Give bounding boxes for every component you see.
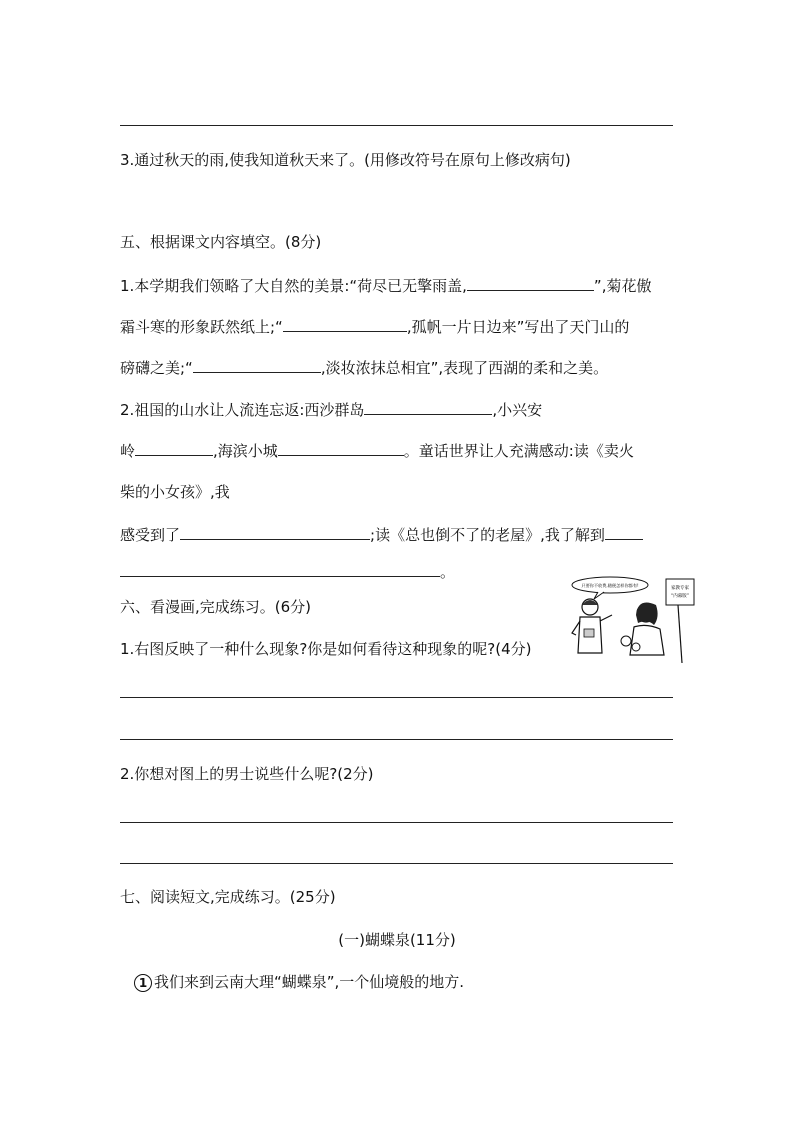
section6-heading: 六、看漫画,完成练习。(6分) <box>120 598 312 616</box>
text-span: ”,菊花傲 <box>593 277 652 295</box>
text-span: 。童话世界让人充满感动:读《卖火 <box>403 442 634 460</box>
fill-blank[interactable] <box>467 275 594 291</box>
text-span: 感受到了 <box>120 526 181 544</box>
answer-line[interactable] <box>120 697 673 698</box>
text-span: ;读《总也倒不了的老屋》,我了解到 <box>370 526 605 544</box>
fill-blank[interactable] <box>193 357 321 373</box>
paragraph-number: 1 <box>134 974 152 992</box>
text-span: ,淡妆浓抹总相宜”,表现了西湖的柔和之美。 <box>320 359 609 377</box>
text-span: 我们来到云南大理“蝴蝶泉”,一个仙境般的地方. <box>154 973 465 991</box>
q5-item2-line2 <box>120 440 634 461</box>
answer-line[interactable] <box>120 863 673 864</box>
section5-heading: 五、根据课文内容填空。(8分) <box>120 233 322 251</box>
q6-item2: 2.你想对图上的男士说些什么呢?(2分) <box>120 765 374 783</box>
fill-blank[interactable] <box>120 561 440 577</box>
q4-item3: 3.通过秋天的雨,使我知道秋天来了。(用修改符号在原句上修改病句) <box>120 151 571 169</box>
fill-blank[interactable] <box>283 316 407 332</box>
q5-item2-line4 <box>120 524 643 545</box>
text-span: 1.本学期我们领略了大自然的美景:“荷尽已无擎雨盖, <box>120 277 467 295</box>
bubble-text: 只要你不收费,随便怎样你都有! <box>581 583 639 588</box>
q5-item2-line1 <box>120 399 542 420</box>
text-span: 2.祖国的山水让人流连忘返:西沙群岛 <box>120 401 365 419</box>
text-span: ,孤帆一片日边来”写出了天门山的 <box>406 318 630 336</box>
text-span: ,海滨小城 <box>213 442 278 460</box>
fill-blank[interactable] <box>180 524 370 540</box>
q5-item1-line1 <box>120 275 651 296</box>
cartoon-image <box>568 575 696 665</box>
passage-para1 <box>134 972 464 992</box>
q6-item1: 1.右图反映了一种什么现象?你是如何看待这种现象的呢?(4分) <box>120 640 532 658</box>
q5-item2-line5 <box>120 561 455 582</box>
passage-title: (一)蝴蝶泉(11分) <box>338 931 456 949</box>
text-span: 岭 <box>120 442 136 460</box>
text-span: 霜斗寒的形象跃然纸上;“ <box>120 318 283 336</box>
q5-item1-line3 <box>120 357 608 378</box>
q5-item2-line3: 柴的小女孩》,我 <box>120 483 230 501</box>
section7-heading: 七、阅读短文,完成练习。(25分) <box>120 888 336 906</box>
fill-blank[interactable] <box>135 440 213 456</box>
q5-item1-line2 <box>120 316 629 337</box>
cartoon-illustration <box>568 575 696 665</box>
text-span: 。 <box>440 563 456 581</box>
answer-line[interactable] <box>120 822 673 823</box>
answer-line <box>120 125 673 126</box>
fill-blank[interactable] <box>605 524 643 540</box>
text-span: 磅礴之美;“ <box>120 359 193 377</box>
sign-line1: 家教专家 <box>671 586 689 591</box>
answer-line[interactable] <box>120 739 673 740</box>
fill-blank[interactable] <box>364 399 492 415</box>
text-span: ,小兴安 <box>492 401 543 419</box>
fill-blank[interactable] <box>278 440 404 456</box>
sign-line2: “内幕版” <box>670 594 690 599</box>
